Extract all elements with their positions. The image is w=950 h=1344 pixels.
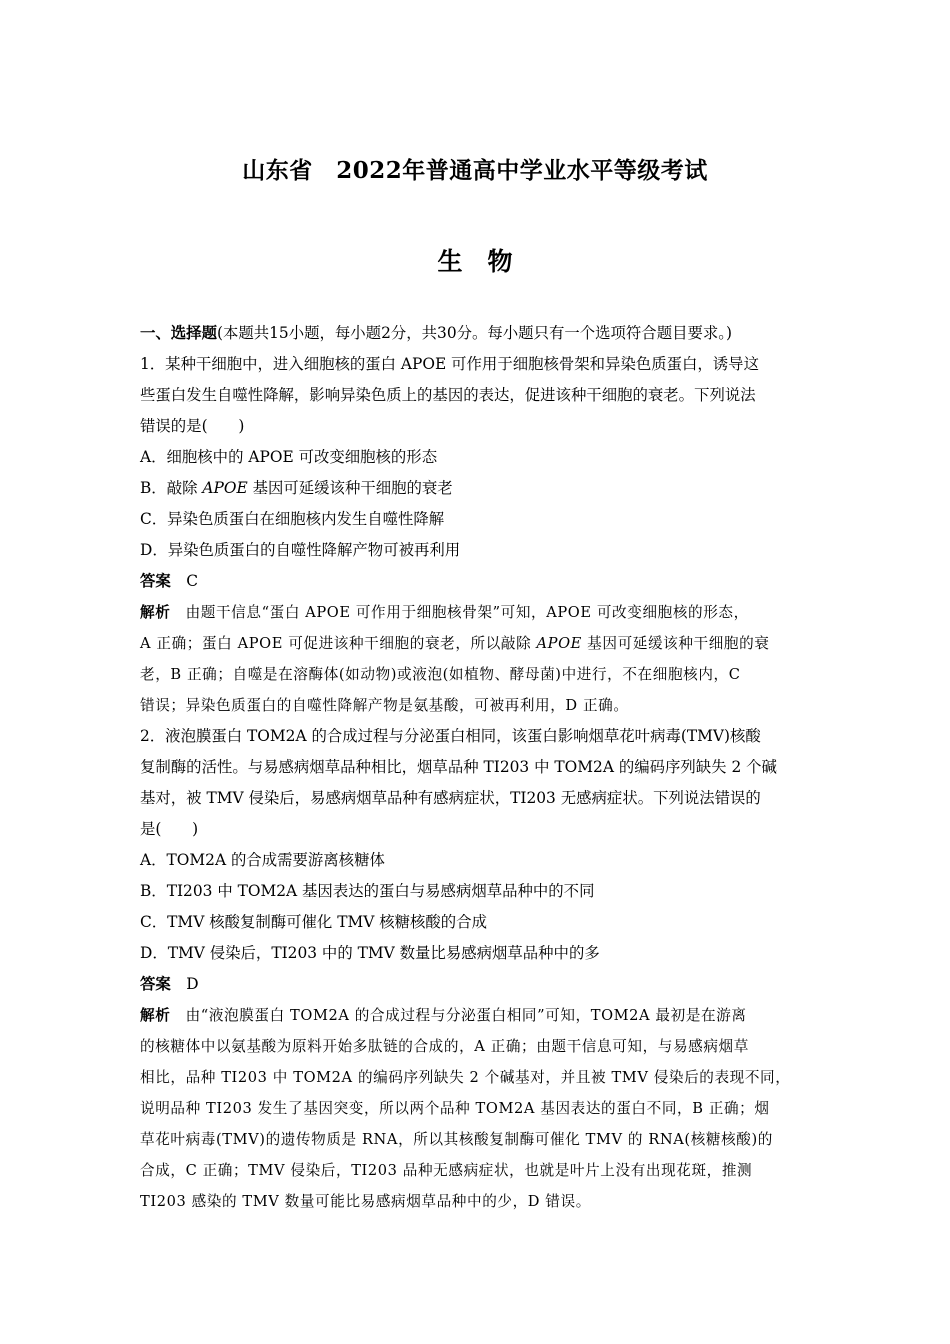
q1-option-b-suffix: 基因可延缓该种干细胞的衰老	[247, 479, 453, 497]
q2-option-a: A．TOM2A 的合成需要游离核糖体	[140, 851, 385, 869]
exam-title: 山东省 2022年普通高中学业水平等级考试	[242, 157, 708, 184]
q2-stem-line: 基对，被 TMV 侵染后，易感病烟草品种有感病症状，TI203 无感病症状。下列说法错误的	[140, 789, 761, 807]
q1-analysis-text: 由题干信息“蛋白 APOE 可作用于细胞核骨架”可知，APOE 可改变细胞核的形态，	[185, 604, 749, 621]
subject-title: 生 物	[437, 247, 513, 276]
section-label: 一、选择题	[140, 324, 217, 342]
q2-stem-line: 是( )	[140, 820, 199, 838]
q1-answer-value: C	[186, 572, 198, 590]
q1-analysis-line: 老，B 正确；自噬是在溶酶体(如动物)或液泡(如植物、酵母菌)中进行，不在细胞核内，C	[140, 666, 741, 683]
q1-option-a: A．细胞核中的 APOE 可改变细胞核的形态	[140, 448, 438, 466]
q2-analysis-text: 由“液泡膜蛋白 TOM2A 的合成过程与分泌蛋白相同”可知，TOM2A 最初是在游离	[185, 1007, 747, 1024]
section-note: (本题共15小题，每小题2分，共30分。每小题只有一个选项符合题目要求。)	[216, 324, 732, 342]
q2-analysis-line: 的核糖体中以氨基酸为原料开始多肽链的合成的，A 正确；由题干信息可知，与易感病烟草	[140, 1038, 749, 1055]
q1-analysis-line: 错误；异染色质蛋白的自噬性降解产物是氨基酸，可被再利用，D 正确。	[140, 697, 629, 714]
q1-option-b-prefix: B．敲除	[140, 479, 203, 497]
q2-analysis-label: 解析	[140, 1007, 171, 1024]
q1-analysis-gene: APOE	[536, 635, 582, 652]
document-body	[140, 318, 816, 1217]
q1-option-c: C．异染色质蛋白在细胞核内发生自噬性降解	[140, 510, 445, 528]
q2-option-c: C．TMV 核酸复制酶可催化 TMV 核糖核酸的合成	[140, 913, 487, 931]
q1-answer-label: 答案	[140, 572, 171, 590]
q2-answer	[140, 969, 816, 1000]
q2-stem-line: 2．液泡膜蛋白 TOM2A 的合成过程与分泌蛋白相同，该蛋白影响烟草花叶病毒(TMV)核酸	[140, 727, 761, 745]
q2-answer-value: D	[186, 975, 199, 993]
q2-option-d: D．TMV 侵染后，TI203 中的 TMV 数量比易感病烟草品种中的多	[140, 944, 600, 962]
q1-option-d: D．异染色质蛋白的自噬性降解产物可被再利用	[140, 541, 461, 559]
q2-analysis-line	[140, 1000, 816, 1031]
q1-stem-line: 错误的是( )	[140, 417, 245, 435]
q2-analysis-line: 合成，C 正确；TMV 侵染后，TI203 品种无感病症状，也就是叶片上没有出现花斑，推测	[140, 1162, 753, 1179]
q1-analysis-label: 解析	[140, 604, 171, 621]
q1-option-b-gene: APOE	[202, 479, 248, 497]
q1-analysis-line	[140, 597, 816, 628]
q2-analysis-line: TI203 感染的 TMV 数量可能比易感病烟草品种中的少，D 错误。	[140, 1193, 591, 1210]
section-heading	[140, 318, 816, 349]
q1-answer	[140, 566, 816, 597]
q1-analysis-line	[140, 628, 816, 659]
q1-stem-line: 些蛋白发生自噬性降解，影响异染色质上的基因的表达，促进该种干细胞的衰老。下列说法	[140, 386, 756, 404]
q1-analysis-text: 基因可延缓该种干细胞的衰	[581, 635, 770, 652]
q2-analysis-line: 草花叶病毒(TMV)的遗传物质是 RNA，所以其核酸复制酶可催化 TMV 的 RNA(核糖核酸)的	[140, 1131, 773, 1148]
q1-option-b	[140, 473, 816, 504]
q1-stem-line: 1．某种干细胞中，进入细胞核的蛋白 APOE 可作用于细胞核骨架和异染色质蛋白，诱导这	[140, 355, 759, 373]
q2-option-b: B．TI203 中 TOM2A 基因表达的蛋白与易感病烟草品种中的不同	[140, 882, 595, 900]
q2-answer-label: 答案	[140, 975, 171, 993]
q2-stem-line: 复制酶的活性。与易感病烟草品种相比，烟草品种 TI203 中 TOM2A 的编码序列缺失 2 个碱	[140, 758, 777, 776]
q2-analysis-line: 相比，品种 TI203 中 TOM2A 的编码序列缺失 2 个碱基对，并且被 TMV 侵染后的表现不同，	[140, 1069, 791, 1086]
q2-analysis-line: 说明品种 TI203 发生了基因突变，所以两个品种 TOM2A 基因表达的蛋白不同，B 正确；烟	[140, 1100, 770, 1117]
q1-analysis-text: A 正确；蛋白 APOE 可促进该种干细胞的衰老，所以敲除	[140, 635, 537, 652]
